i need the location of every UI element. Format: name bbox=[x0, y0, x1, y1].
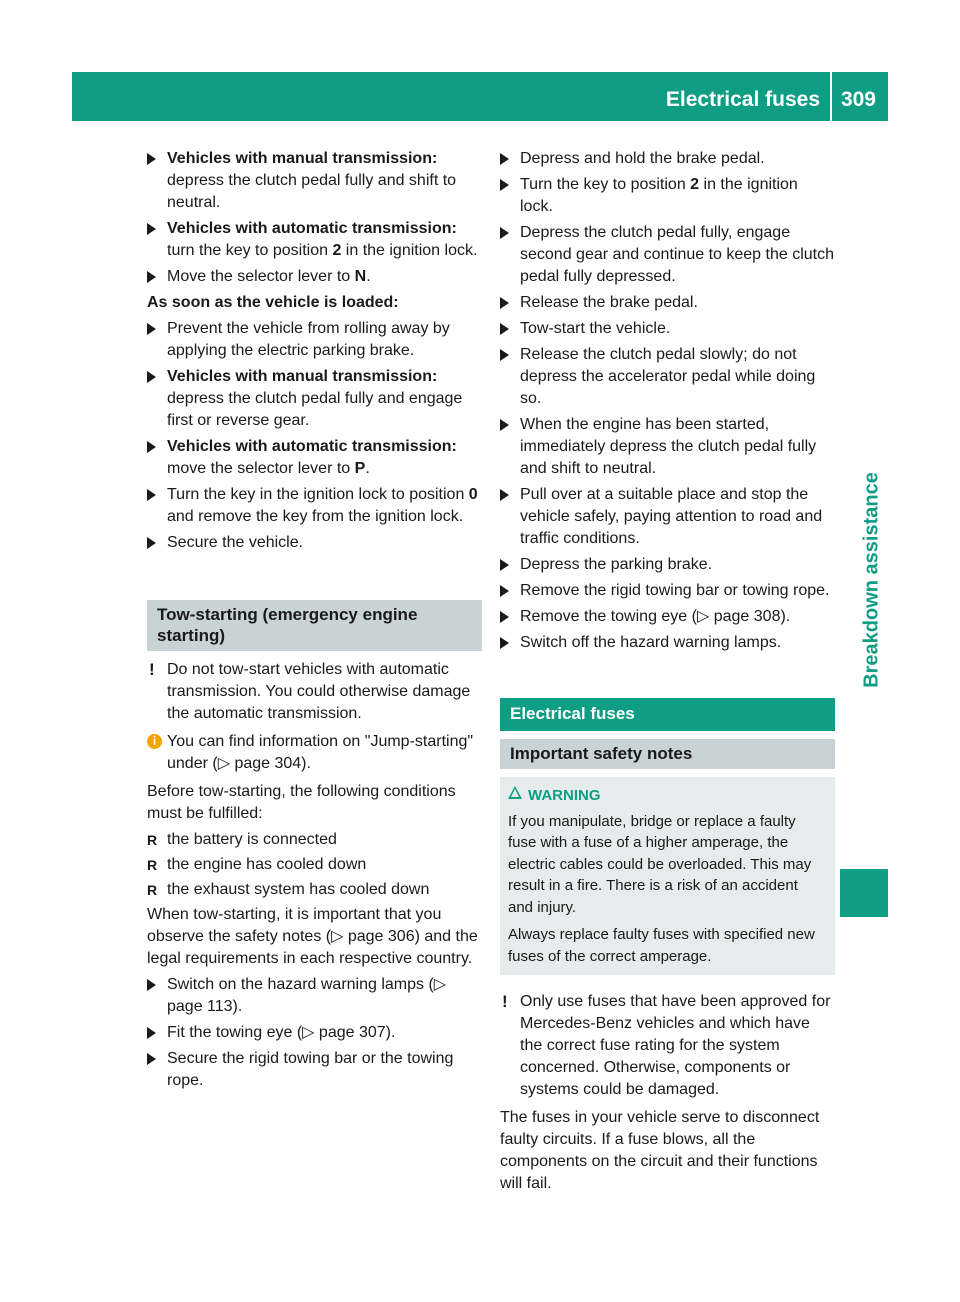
arrow-icon bbox=[147, 537, 156, 549]
notice-text: Do not tow-start vehicles with automatic transmission. You could otherwise damage the automatic transmission. bbox=[167, 661, 471, 722]
arrow-icon bbox=[147, 371, 156, 383]
fuses-heading: Electrical fuses bbox=[500, 698, 835, 731]
condition-text: the exhaust system has cooled down bbox=[167, 881, 430, 898]
loaded-heading: As soon as the vehicle is loaded: bbox=[147, 294, 399, 311]
header-title: Electrical fuses bbox=[665, 88, 820, 111]
arrow-icon bbox=[147, 979, 156, 991]
key-position: 0 bbox=[468, 486, 478, 503]
fuses-paragraph: The fuses in your vehicle serve to disconnect faulty circuits. If a fuse blows, all the components on the circuit and their functions will fail. bbox=[500, 1109, 820, 1192]
notice-text: Only use fuses that have been approved for Mercedes-Benz vehicles and which have the correct fuse rating for the system concerned. Otherwise, components or systems could be damaged. bbox=[520, 993, 831, 1098]
step-text: Turn the key in the ignition lock to position bbox=[167, 486, 469, 503]
arrow-icon bbox=[500, 559, 509, 571]
side-tab-label bbox=[852, 450, 892, 710]
step-secure-towing-bar bbox=[147, 1048, 482, 1092]
tow-start-heading: Tow-starting (emergency engine starting) bbox=[147, 600, 482, 651]
step-text: Switch on the hazard warning lamps (▷ page 113). bbox=[167, 976, 447, 1015]
step-parking-brake bbox=[147, 318, 482, 362]
exclamation-icon: ! bbox=[149, 660, 155, 679]
step-text: Secure the vehicle. bbox=[167, 534, 304, 551]
step-text: Move the selector lever to bbox=[167, 268, 355, 285]
arrow-icon bbox=[500, 489, 509, 501]
step-text: . bbox=[366, 268, 371, 285]
arrow-icon bbox=[500, 297, 509, 309]
step-text: and remove the key from the ignition lock. bbox=[167, 508, 464, 525]
arrow-icon bbox=[147, 323, 156, 335]
condition-text: the engine has cooled down bbox=[167, 856, 367, 873]
step-text: Depress the clutch pedal fully, engage second gear and continue to keep the clutch pedal fully depressed. bbox=[520, 224, 834, 285]
side-tab-text: Breakdown assistance bbox=[860, 472, 883, 688]
step-hold-brake bbox=[500, 148, 835, 170]
condition-item bbox=[147, 879, 482, 901]
step-text: in the ignition lock. bbox=[520, 176, 798, 215]
step-bold-label: Vehicles with automatic transmission: bbox=[167, 220, 457, 237]
step-text: Remove the rigid towing bar or towing rope. bbox=[520, 582, 830, 599]
step-manual-gear bbox=[147, 366, 482, 432]
step-bold-label: Vehicles with manual transmission: bbox=[167, 150, 438, 167]
step-second-gear bbox=[500, 222, 835, 288]
step-parking-brake-right bbox=[500, 554, 835, 576]
notice-fuses bbox=[500, 991, 835, 1101]
step-text: Prevent the vehicle from rolling away by applying the electric parking brake. bbox=[167, 320, 450, 359]
arrow-icon bbox=[147, 223, 156, 235]
arrow-icon bbox=[500, 611, 509, 623]
warning-text-2: Always replace faulty fuses with specified new fuses of the correct amperage. bbox=[508, 926, 815, 965]
step-text: Remove the towing eye (▷ page 308). bbox=[520, 608, 791, 625]
step-fit-towing-eye bbox=[147, 1022, 482, 1044]
bullet-icon: R bbox=[147, 857, 158, 873]
bullet-icon: R bbox=[147, 882, 158, 898]
step-text: Depress and hold the brake pedal. bbox=[520, 150, 765, 167]
safety-notes-heading: Important safety notes bbox=[500, 739, 835, 769]
arrow-icon bbox=[500, 179, 509, 191]
selector-position: N bbox=[354, 268, 367, 285]
step-text: Depress the parking brake. bbox=[520, 556, 713, 573]
arrow-icon bbox=[500, 323, 509, 335]
step-text: Switch off the hazard warning lamps. bbox=[520, 634, 782, 651]
warning-title bbox=[508, 785, 827, 807]
arrow-icon bbox=[147, 153, 156, 165]
header-divider bbox=[830, 72, 832, 121]
step-key-remove bbox=[147, 484, 482, 528]
step-text: turn the key to position bbox=[167, 242, 333, 259]
arrow-icon bbox=[500, 349, 509, 361]
step-text: move the selector lever to bbox=[167, 460, 355, 477]
conditions-intro: Before tow-starting, the following conditions must be fulfilled: bbox=[147, 783, 456, 822]
selector-position: P bbox=[354, 460, 366, 477]
step-release-clutch bbox=[500, 344, 835, 410]
step-key-position bbox=[500, 174, 835, 218]
exclamation-icon: ! bbox=[502, 992, 508, 1011]
warning-title-text: WARNING bbox=[528, 787, 601, 804]
step-text: Pull over at a suitable place and stop the vehicle safely, paying attention to road and traffic conditions. bbox=[520, 486, 823, 547]
step-text: depress the clutch pedal fully and shift to neutral. bbox=[167, 172, 457, 211]
step-remove-eye bbox=[500, 606, 835, 628]
info-text: You can find information on "Jump-starting" under (▷ page 304). bbox=[167, 733, 474, 772]
safety-paragraph: When tow-starting, it is important that you observe the safety notes (▷ page 306) and the legal requirements in each respective country. bbox=[147, 906, 478, 967]
step-release-brake bbox=[500, 292, 835, 314]
left-column bbox=[147, 148, 482, 1096]
side-tab-marker bbox=[840, 869, 888, 917]
arrow-icon bbox=[500, 637, 509, 649]
step-hazard-off bbox=[500, 632, 835, 654]
right-column bbox=[500, 148, 835, 1199]
warning-text-1: If you manipulate, bridge or replace a faulty fuse with a fuse of a higher amperage, the electric cables could be overloaded. This may result in a fire. There is a risk of an accident and injury. bbox=[508, 812, 812, 916]
info-jump-start bbox=[147, 731, 482, 775]
condition-text: the battery is connected bbox=[167, 831, 337, 848]
step-text: Release the brake pedal. bbox=[520, 294, 698, 311]
arrow-icon bbox=[500, 227, 509, 239]
step-text: Turn the key to position bbox=[520, 176, 691, 193]
step-text: . bbox=[365, 460, 370, 477]
key-position: 2 bbox=[690, 176, 700, 193]
step-text: Fit the towing eye (▷ page 307). bbox=[167, 1024, 396, 1041]
page-number: 309 bbox=[840, 88, 876, 111]
step-text: Secure the rigid towing bar or the towing rope. bbox=[167, 1050, 454, 1089]
step-manual-neutral bbox=[147, 148, 482, 214]
arrow-icon bbox=[147, 1027, 156, 1039]
step-automatic-key bbox=[147, 218, 482, 262]
step-automatic-p bbox=[147, 436, 482, 480]
step-bold-label: Vehicles with manual transmission: bbox=[167, 368, 438, 385]
condition-item bbox=[147, 854, 482, 876]
step-text: Tow-start the vehicle. bbox=[520, 320, 671, 337]
step-text: Release the clutch pedal slowly; do not depress the accelerator pedal while doing so. bbox=[520, 346, 816, 407]
arrow-icon bbox=[500, 153, 509, 165]
arrow-icon bbox=[147, 271, 156, 283]
step-secure-vehicle bbox=[147, 532, 482, 554]
step-selector-n bbox=[147, 266, 482, 288]
info-icon: i bbox=[147, 734, 162, 749]
step-engine-started bbox=[500, 414, 835, 480]
warning-triangle-icon bbox=[508, 786, 522, 799]
arrow-icon bbox=[147, 489, 156, 501]
step-hazard-on bbox=[147, 974, 482, 1018]
arrow-icon bbox=[147, 1053, 156, 1065]
step-text: in the ignition lock. bbox=[341, 242, 478, 259]
header-bar bbox=[72, 72, 888, 121]
warning-box bbox=[500, 777, 835, 975]
key-position: 2 bbox=[332, 242, 342, 259]
bullet-icon: R bbox=[147, 832, 158, 848]
step-text: When the engine has been started, immediately depress the clutch pedal fully and shift to neutral. bbox=[520, 416, 817, 477]
condition-item bbox=[147, 829, 482, 851]
step-pull-over bbox=[500, 484, 835, 550]
arrow-icon bbox=[500, 419, 509, 431]
notice-automatic bbox=[147, 659, 482, 725]
arrow-icon bbox=[500, 585, 509, 597]
step-bold-label: Vehicles with automatic transmission: bbox=[167, 438, 457, 455]
step-tow-start bbox=[500, 318, 835, 340]
step-remove-bar bbox=[500, 580, 835, 602]
step-text: depress the clutch pedal fully and engage first or reverse gear. bbox=[167, 390, 463, 429]
arrow-icon bbox=[147, 441, 156, 453]
